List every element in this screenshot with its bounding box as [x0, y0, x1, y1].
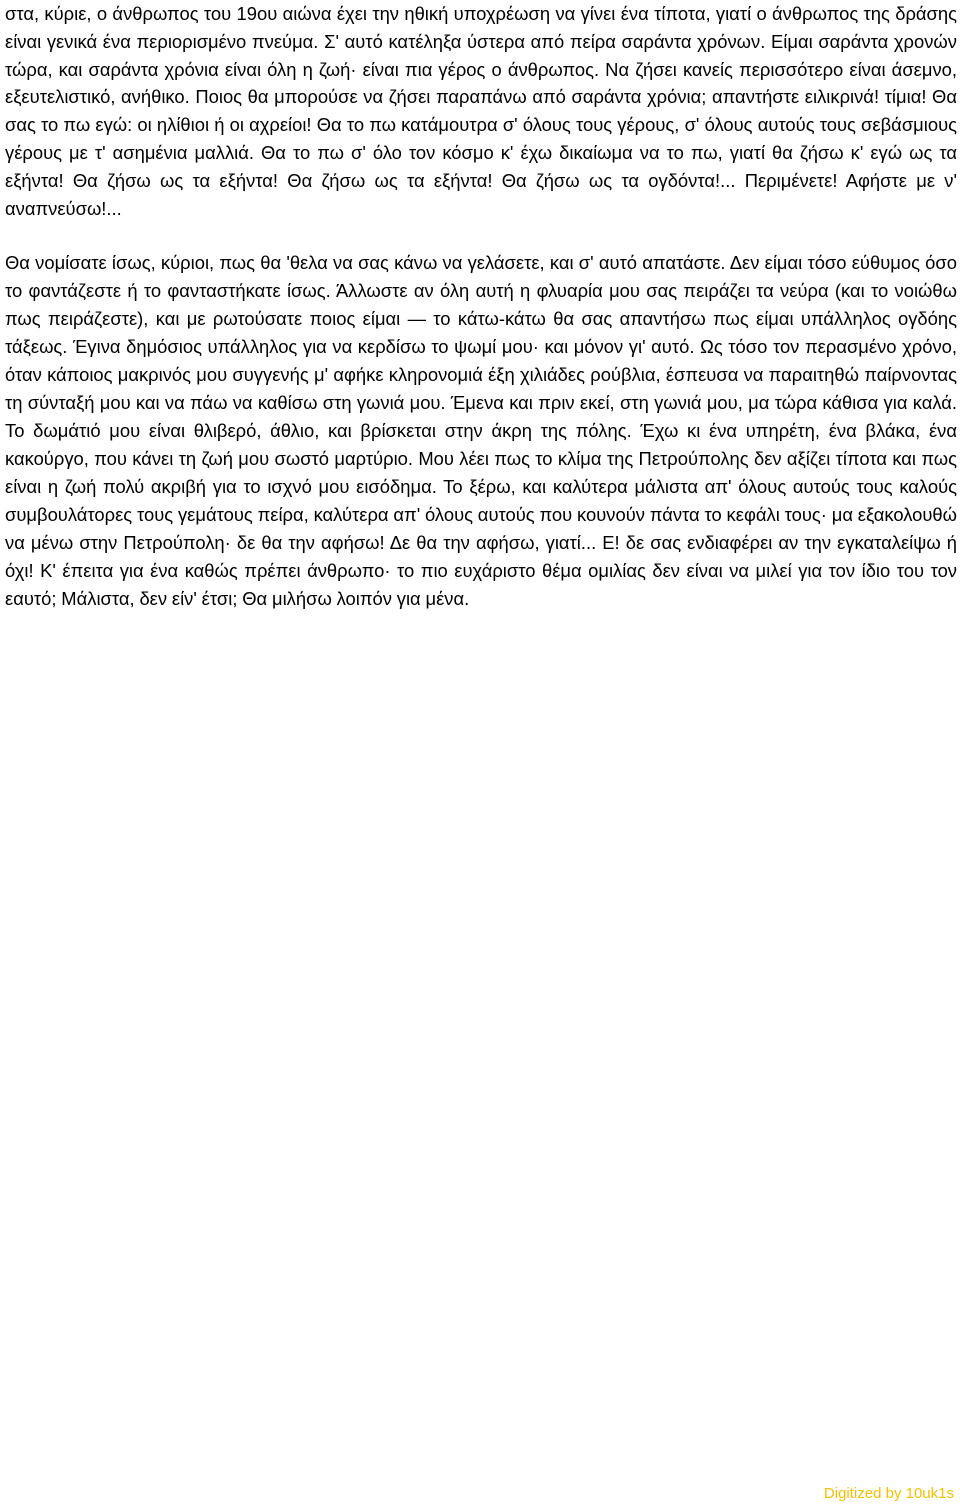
document-page: [5, 0, 957, 613]
paragraph: Θα νομίσατε ίσως, κύριοι, πως θα 'θελα να σας κάνω να γελάσετε, και σ' αυτό απατάστε. Δεν είμαι τόσο εύθυμος όσο το φαντάζεστε ή το φανταστήκατε ίσως. Άλλωστε αν όλη αυτή η φλυαρία μου σας πειράζει τα νεύρα (και το νοιώθω πως πειράζεστε), και με ρωτούσατε ποιος είμαι — το κάτω-κάτω θα σας απαντήσω πως είμαι υπάλληλος ογδόης τάξεως. Έγινα δημόσιος υπάλληλος για να κερδίσω το ψωμί μου· και μόνον γι' αυτό. Ως τόσο τον περασμένο χρόνο, όταν κάποιος μακρινός μου συγγενής μ' αφήκε κληρονομιά έξη χιλιάδες ρούβλια, έσπευσα να παραιτηθώ παίρνοντας τη σύνταξή μου και να πάω να καθίσω στη γωνιά μου. Έμενα και πριν εκεί, στη γωνιά μου, μα τώρα κάθισα για καλά. Το δωμάτιό μου είναι θλιβερό, άθλιο, και βρίσκεται στην άκρη της πόλης. Έχω κι ένα υπηρέτη, ένα βλάκα, ένα κακούργο, που κάνει τη ζωή μου σωστό μαρτύριο. Μου λέει πως το κλίμα της Πετρούπολης δεν αξίζει τίποτα και πως είναι η ζωή πολύ ακριβή για το ισχνό μου εισόδημα. Το ξέρω, και καλύτερα μάλιστα απ' όλους αυτούς τους καλούς συμβουλάτορες τους γεμάτους πείρα, καλύτερα απ' όλους αυτούς που κουνούν πάντα το κεφάλι τους· μα εξακολουθώ να μένω στην Πετρούπολη· δε θα την αφήσω! Δε θα την αφήσω, γιατί... Ε! δε σας ενδιαφέρει αν την εγκαταλείψω ή όχι! Κ' έπειτα για ένα καθώς πρέπει άνθρωπο· το πιο ευχάριστο θέμα ομιλίας δεν είναι να μιλεί για τον ίδιο του τον εαυτό; Μάλιστα, δεν είν' έτσι; Θα μιλήσω λοιπόν για μένα.: [5, 252, 957, 610]
paragraph: στα, κύριε, ο άνθρωπος του 19ου αιώνα έχει την ηθική υποχρέωση να γίνει ένα τίποτα, γιατί ο άνθρωπος της δράσης είναι γενικά ένα περιορισμένο πνεύμα. Σ' αυτό κατέληξα ύστερα από πείρα σαράντα χρόνων. Είμαι σαράντα χρονών τώρα, και σαράντα χρόνια είναι όλη η ζωή· είναι πια γέρος ο άνθρωπος. Να ζήσει κανείς περισσότερο είναι άσεμνο, εξευτελιστικό, ανήθικο. Ποιος θα μπορούσε να ζήσει παραπάνω από σαράντα χρόνια; απαντήστε ειλικρινά! τίμια! Θα σας το πω εγώ: οι ηλίθιοι ή οι αχρείοι! Θα το πω κατάμουτρα σ' όλους τους γέρους, σ' όλους αυτούς τους σεβάσμιους γέρους με τ' ασημένια μαλλιά. Θα το πω σ' όλο τον κόσμο κ' έχω δικαίωμα να το πω, γιατί θα ζήσω κ' εγώ ως τα εξήντα! Θα ζήσω ως τα εξήντα! Θα ζήσω ως τα εξήντα! Θα ζήσω ως τα ογδόντα!... Περιμένετε! Αφήστε με ν' αναπνεύσω!...: [5, 3, 957, 219]
watermark-text: Digitized by 10uk1s: [823, 1485, 954, 1502]
